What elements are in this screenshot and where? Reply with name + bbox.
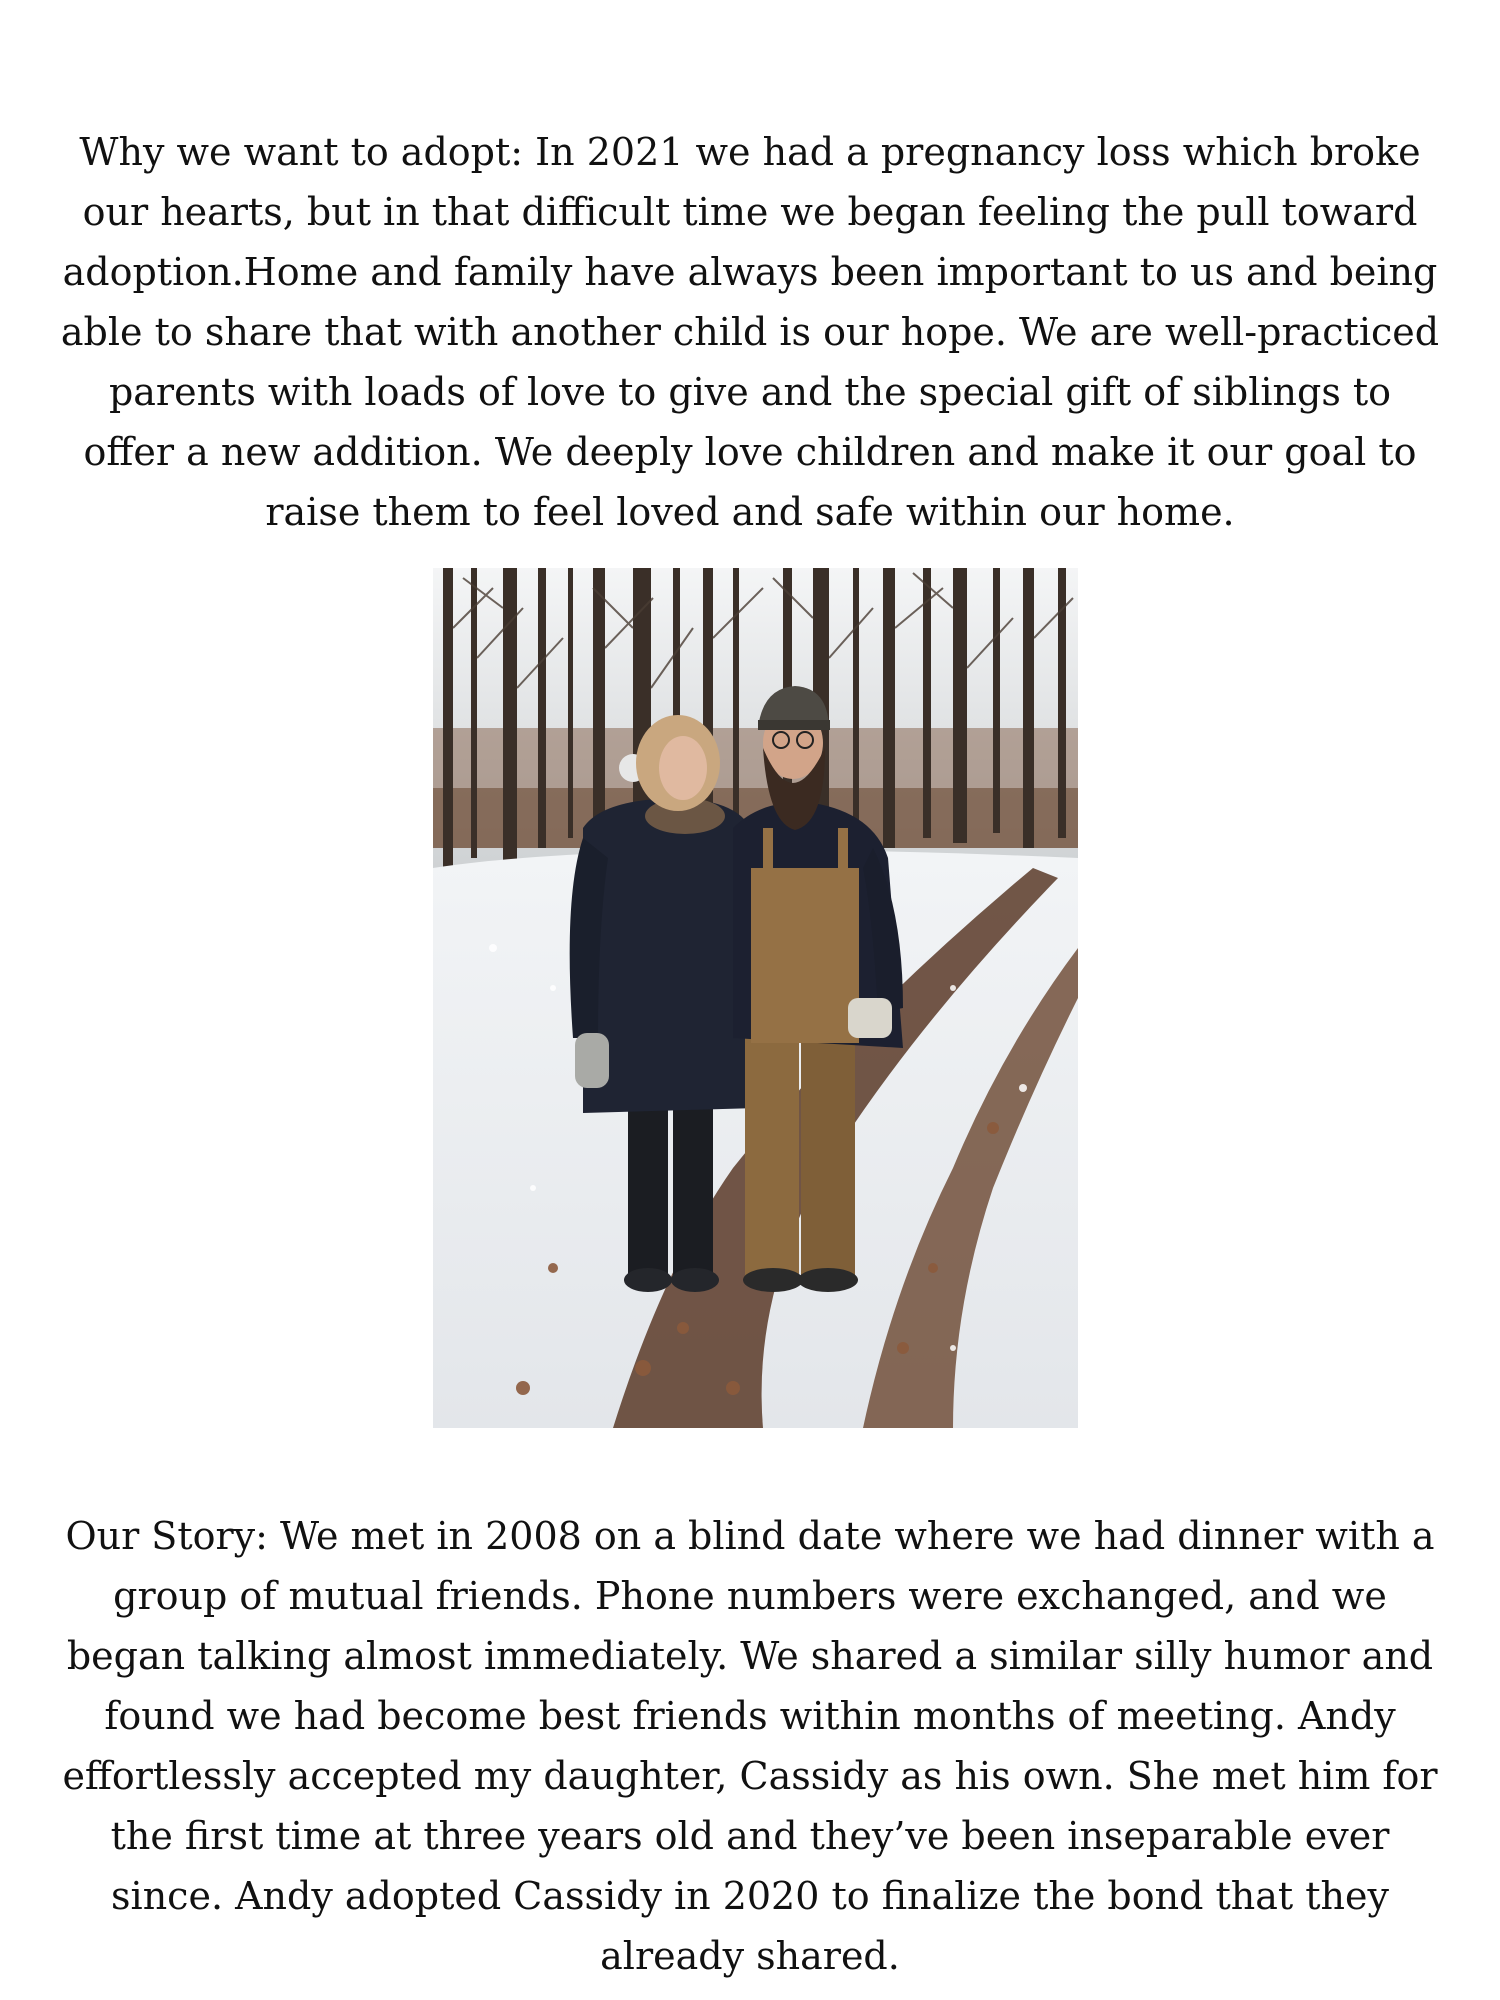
- why-adopt-paragraph: Why we want to adopt: In 2021 we had a pregnancy loss which broke our hearts, but in that difficult time we began feeling the pull toward adoption.Home and family have always been important to us and being able to share that with another child is our hope. We are well-practiced parents with loads of love to give and the special gift of siblings to offer a new addition. We deeply love children and make it our goal to raise them to feel loved and safe within our home.: [60, 130, 1440, 534]
- our-story-paragraph: Our Story: We met in 2008 on a blind date where we had dinner with a group of mutual friends. Phone numbers were exchanged, and we began talking almost immediately. We shared a similar silly humor and found we had become best friends within months of meeting. Andy effortlessly accepted my daughter, Cassidy as his own. She met him for the first time at three years old and they’ve been inseparable ever since. Andy adopted Cassidy in 2020 to finalize the bond that they already shared.: [62, 1514, 1438, 1978]
- couple-photo: [433, 568, 1078, 1428]
- couple-photo-illustration: [433, 568, 1078, 1428]
